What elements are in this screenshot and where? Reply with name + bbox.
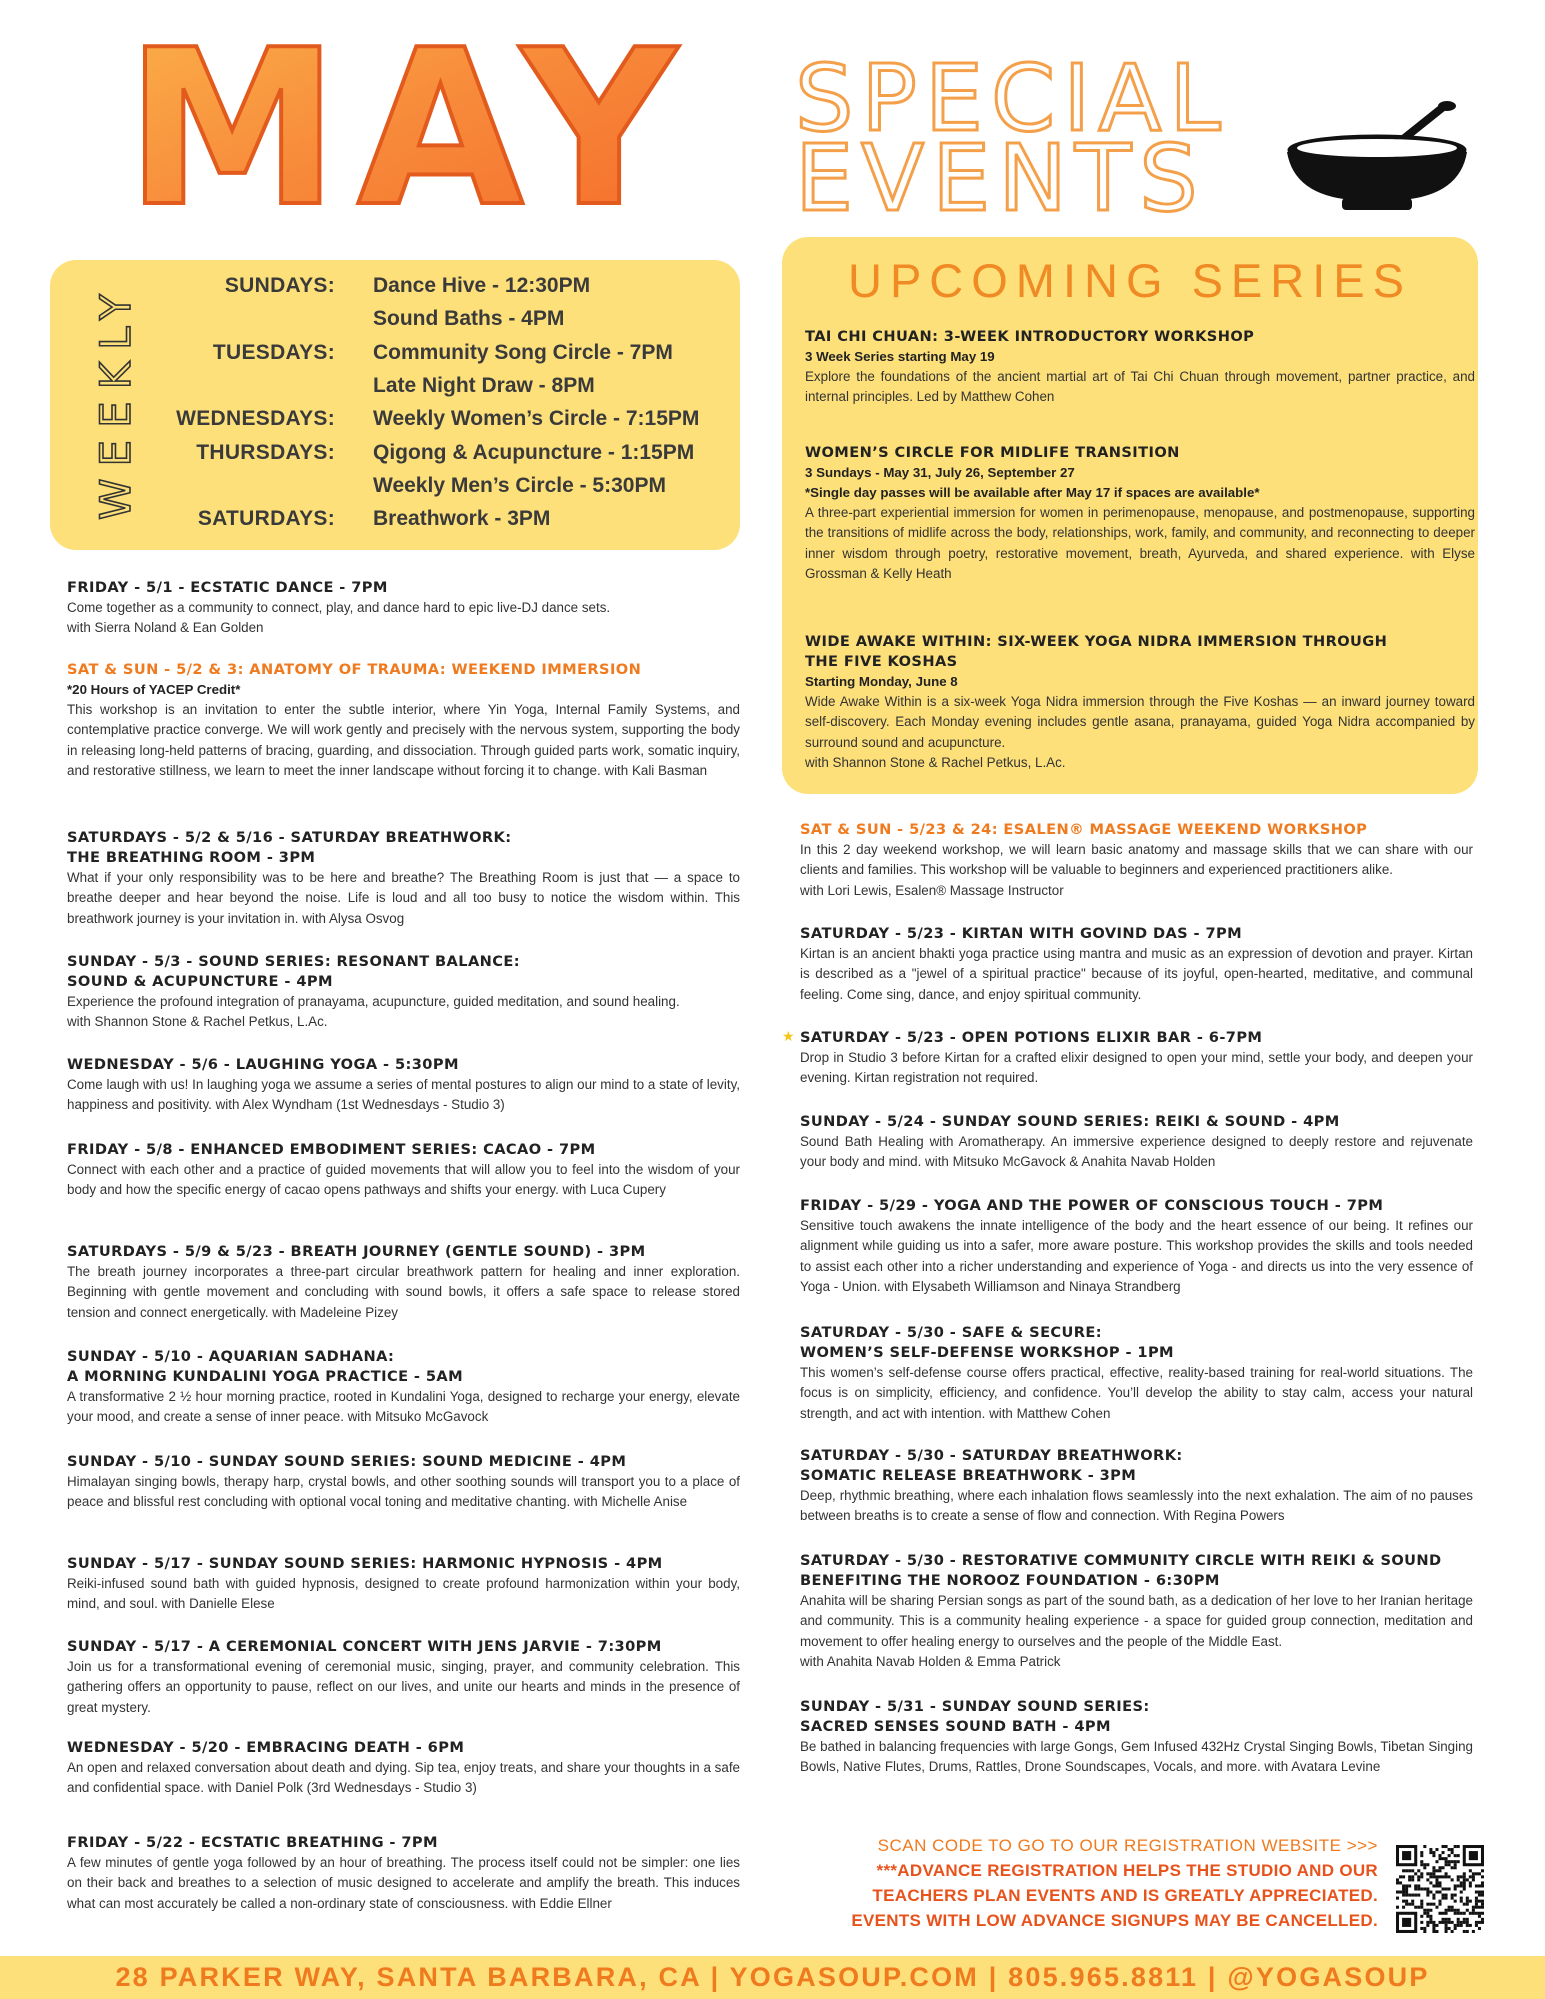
event-title: SATURDAY - 5/23 - OPEN POTIONS ELIXIR BAR - 6-7PM	[800, 1029, 1263, 1046]
weekly-event: Weekly Women’s Circle - 7:15PM	[373, 407, 700, 431]
event-description: This women’s self-defense course offers practical, effective, reality-based training for real-world situations. The focus is on simplicity, efficiency, and confidence. You’ll develop the ability to stay calm, access your natural strength, and act with intention. with Matthew Cohen	[800, 1365, 1473, 1421]
weekly-event: Weekly Men’s Circle - 5:30PM	[373, 473, 666, 497]
event-description: In this 2 day weekend workshop, we will learn basic anatomy and massage skills that we can share with our clients and families. This workshop will be valuable to beginners and experienced practitioners alike.	[800, 842, 1473, 878]
event-description: Reiki-infused sound bath with guided hypnosis, designed to create profound harmonization within your body, mind, and soul. with Danielle Elese	[67, 1576, 740, 1612]
event-item	[67, 1554, 740, 1615]
event-item	[67, 1833, 740, 1914]
event-description: with Sierra Noland & Ean Golden	[67, 620, 264, 636]
may-title	[95, 25, 725, 225]
series-item	[805, 443, 1475, 585]
event-title: BENEFITING THE NOROOZ FOUNDATION - 6:30PM	[800, 1572, 1220, 1589]
event-description: A three-part experiential immersion for women in perimenopause, menopause, and postmenopause, supporting the transitions of midlife across the body, relationships, work, family, and community, and reconnecting to deeper inner wisdom through poetry, restorative movement, breath, Ayurveda, and shared experience. with Elyse Grossman & Kelly Heath	[805, 505, 1475, 582]
weekly-day-label: WEDNESDAYS:	[176, 407, 335, 431]
event-item	[782, 1028, 1473, 1089]
event-title: SAT & SUN - 5/2 & 3: ANATOMY OF TRAUMA: WEEKEND IMMERSION	[67, 661, 642, 678]
event-item	[67, 1055, 740, 1116]
upcoming-series-heading: UPCOMING SERIES	[848, 254, 1412, 307]
event-item	[67, 1452, 740, 1513]
event-item	[67, 1738, 740, 1799]
event-description: Explore the foundations of the ancient martial art of Tai Chi Chuan through movement, partner practice, and internal principles. Led by Matthew Cohen	[805, 369, 1475, 405]
weekly-day-label: TUESDAYS:	[212, 340, 335, 364]
event-title: SUNDAY - 5/17 - SUNDAY SOUND SERIES: HARMONIC HYPNOSIS - 4PM	[67, 1555, 663, 1572]
weekly-day-label: SUNDAYS:	[224, 274, 335, 297]
event-description: Anahita will be sharing Persian songs as part of the sound bath, as a dedication of her love to her Iranian heritage and community. This is a community healing experience - a space for guided group connection, meditation and movement to offer healing energy to ourselves and the people of the Middle East.	[800, 1593, 1473, 1649]
event-title: WEDNESDAY - 5/20 - EMBRACING DEATH - 6PM	[67, 1739, 465, 1756]
weekly-event: Breathwork - 3PM	[373, 507, 551, 531]
event-item	[800, 820, 1473, 901]
weekly-label	[88, 270, 148, 540]
event-description: An open and relaxed conversation about death and dying. Sip tea, enjoy treats, and share your thoughts in a safe and confidential space. with Daniel Polk (3rd Wednesdays - Studio 3)	[67, 1760, 740, 1796]
weekly-event: Dance Hive - 12:30PM	[373, 274, 591, 297]
event-item	[800, 1196, 1473, 1298]
event-title: WOMEN’S SELF-DEFENSE WORKSHOP - 1PM	[800, 1344, 1174, 1361]
event-description: Sensitive touch awakens the innate intelligence of the body and the heart essence of our being. It refines our alignment while guiding us into a safer, more aware posture. This workshop provides the skills and tools needed to assist each other into a richer understanding and experience of Yoga - and directs us into the very essence of Yoga - Union. with Elysabeth Williamson and Ninaya Strandberg	[800, 1218, 1473, 1295]
weekly-day-label: SATURDAYS:	[197, 507, 335, 531]
event-title: WIDE AWAKE WITHIN: SIX-WEEK YOGA NIDRA IMMERSION THROUGH	[805, 633, 1388, 650]
svg-text:MAY: MAY	[125, 25, 695, 225]
event-title: SACRED SENSES SOUND BATH - 4PM	[800, 1718, 1111, 1735]
event-item	[800, 1697, 1473, 1778]
event-item	[67, 1347, 740, 1428]
event-title: SATURDAYS - 5/9 & 5/23 - BREATH JOURNEY (GENTLE SOUND) - 3PM	[67, 1243, 646, 1260]
star-icon: ★	[782, 1028, 795, 1044]
event-description: with Anahita Navab Holden & Emma Patrick	[800, 1654, 1061, 1670]
event-description: Come laugh with us! In laughing yoga we assume a series of mental postures to align our mind to a state of levity, happiness and positivity. with Alex Wyndham (1st Wednesdays - Studio 3)	[67, 1077, 740, 1113]
event-title: WOMEN’S CIRCLE FOR MIDLIFE TRANSITION	[805, 444, 1180, 461]
event-title: SUNDAY - 5/24 - SUNDAY SOUND SERIES: REIKI & SOUND - 4PM	[800, 1113, 1340, 1130]
event-subtitle: 3 Week Series starting May 19	[805, 349, 995, 364]
event-title: SUNDAY - 5/17 - A CEREMONIAL CONCERT WITH JENS JARVIE - 7:30PM	[67, 1638, 662, 1655]
event-item	[67, 1242, 740, 1323]
footer-contact: 28 PARKER WAY, SANTA BARBARA, CA | YOGASOUP.COM | 805.965.8811 | @YOGASOUP	[115, 1962, 1430, 1992]
event-item	[67, 1637, 740, 1718]
event-title: SATURDAY - 5/23 - KIRTAN WITH GOVIND DAS - 7PM	[800, 925, 1243, 942]
event-description: Experience the profound integration of pranayama, acupuncture, guided meditation, and sound healing.	[67, 994, 680, 1009]
event-description: This workshop is an invitation to enter the subtle interior, where Yin Yoga, Internal Family Systems, and contemplative practice converge. We will work gently and precisely with the nervous system, supporting the body in releasing long-held patterns of bracing, guarding, and dissociation. Through guided parts work, somatic inquiry, and restorative stillness, we learn to meet the inner landscape without forcing it to change. with Kali Basman	[67, 702, 740, 779]
event-title: THE FIVE KOSHAS	[805, 653, 958, 670]
event-description: Sound Bath Healing with Aromatherapy. An immersive experience designed to deeply restore and rejuvenate your body and mind. with Mitsuko McGavock & Anahita Navab Holden	[800, 1134, 1473, 1170]
event-item	[67, 1140, 740, 1201]
event-description: A few minutes of gentle yoga followed by an hour of breathing. The process itself could not be simpler: one lies on their back and breathes to a selection of music designed to accelerate and amplify the breath. This induces what can most accurately be called a non-ordinary state of consciousness. with Eddie Ellner	[67, 1855, 740, 1911]
qr-code-icon[interactable]	[1396, 1845, 1484, 1933]
event-item	[800, 924, 1473, 1005]
event-description: Come together as a community to connect, play, and dance hard to epic live-DJ dance sets.	[67, 600, 611, 615]
event-subtitle: 3 Sundays - May 31, July 26, September 27	[805, 465, 1075, 480]
event-title: SUNDAY - 5/10 - AQUARIAN SADHANA:	[67, 1348, 395, 1365]
event-title: TAI CHI CHUAN: 3-WEEK INTRODUCTORY WORKSHOP	[805, 328, 1255, 345]
event-description: with Shannon Stone & Rachel Petkus, L.Ac.	[67, 1014, 328, 1030]
event-title: FRIDAY - 5/22 - ECSTATIC BREATHING - 7PM	[67, 1834, 438, 1851]
event-description: with Lori Lewis, Esalen® Massage Instructor	[800, 882, 1064, 898]
event-description: A transformative 2 ½ hour morning practice, rooted in Kundalini Yoga, designed to recharge your energy, elevate your mood, and create a sense of inner peace. with Mitsuko McGavock	[67, 1389, 740, 1425]
event-item	[67, 660, 740, 782]
event-title: SUNDAY - 5/3 - SOUND SERIES: RESONANT BALANCE:	[67, 953, 520, 970]
event-description: Deep, rhythmic breathing, where each inhalation flows seamlessly into the next exhalation. The aim of no pauses between breaths is to create a sense of flow and connection. With Regina Powers	[800, 1488, 1473, 1524]
event-item	[800, 1112, 1473, 1173]
event-item	[800, 1323, 1473, 1424]
svg-text:EVENTS: EVENTS	[795, 125, 1206, 232]
event-item	[67, 828, 740, 929]
event-description: Himalayan singing bowls, therapy harp, crystal bowls, and other soothing sounds will transport you to a place of peace and blissful rest concluding with optional vocal toning and meditative chanting. with Michelle Anise	[67, 1474, 740, 1510]
weekly-event: Sound Baths - 4PM	[373, 307, 565, 331]
series-item	[805, 632, 1475, 774]
event-item	[800, 1446, 1473, 1527]
event-subtitle: Starting Monday, June 8	[805, 674, 958, 689]
event-description: The breath journey incorporates a three-part circular breathwork pattern for healing and inner exploration. Beginning with gentle movement and concluding with sound bowls, it offers a safe space to release stored tension and connect energetically. with Madeleine Pizey	[67, 1264, 740, 1320]
event-title: SATURDAY - 5/30 - SAFE & SECURE:	[800, 1324, 1103, 1341]
event-item	[67, 578, 740, 639]
advance-registration-text: TEACHERS PLAN EVENTS AND IS GREATLY APPRECIATED.	[872, 1886, 1378, 1905]
event-item	[67, 952, 740, 1033]
event-description: Join us for a transformational evening of ceremonial music, singing, prayer, and community celebration. This gathering offers an opportunity to pause, reflect on our lives, and unite our hearts and minds in the presence of great mystery.	[67, 1659, 740, 1715]
weekly-event: Late Night Draw - 8PM	[373, 373, 595, 397]
event-title: SATURDAY - 5/30 - RESTORATIVE COMMUNITY CIRCLE WITH REIKI & SOUND	[800, 1552, 1442, 1569]
event-description: Wide Awake Within is a six-week Yoga Nidra immersion through the Five Koshas — an inward journey toward self-discovery. Each Monday evening includes gentle asana, pranayama, guided Yoga Nidra accompanied by surround sound and acupuncture.	[805, 694, 1475, 750]
event-description: with Shannon Stone & Rachel Petkus, L.Ac.	[805, 755, 1066, 771]
event-title: SATURDAYS - 5/2 & 5/16 - SATURDAY BREATHWORK:	[67, 829, 512, 846]
soup-bowl-icon	[1282, 100, 1472, 215]
event-title: FRIDAY - 5/1 - ECSTATIC DANCE - 7PM	[67, 579, 388, 596]
advance-registration-text: ***ADVANCE REGISTRATION HELPS THE STUDIO AND OUR	[876, 1861, 1378, 1880]
event-title: SOUND & ACUPUNCTURE - 4PM	[67, 973, 333, 990]
event-title: THE BREATHING ROOM - 3PM	[67, 849, 316, 866]
advance-registration-text: EVENTS WITH LOW ADVANCE SIGNUPS MAY BE CANCELLED.	[851, 1911, 1378, 1930]
event-title: WEDNESDAY - 5/6 - LAUGHING YOGA - 5:30PM	[67, 1056, 459, 1073]
scan-code-text[interactable]: SCAN CODE TO GO TO OUR REGISTRATION WEBSITE >>>	[877, 1836, 1378, 1855]
svg-text:SPECIAL: SPECIAL	[795, 45, 1229, 152]
event-item	[800, 1551, 1473, 1673]
event-title: FRIDAY - 5/29 - YOGA AND THE POWER OF CONSCIOUS TOUCH - 7PM	[800, 1197, 1384, 1214]
weekly-event: Community Song Circle - 7PM	[373, 340, 673, 364]
event-subtitle: *Single day passes will be available after May 17 if spaces are available*	[805, 485, 1260, 500]
event-description: Be bathed in balancing frequencies with large Gongs, Gem Infused 432Hz Crystal Singing Bowls, Tibetan Singing Bowls, Native Flutes, Drums, Rattles, Drone Soundscapes, Vocals, and more. with Avatara Levine	[800, 1739, 1473, 1775]
event-title: SATURDAY - 5/30 - SATURDAY BREATHWORK:	[800, 1447, 1183, 1464]
event-subtitle: *20 Hours of YACEP Credit*	[67, 682, 241, 697]
event-title: A MORNING KUNDALINI YOGA PRACTICE - 5AM	[67, 1368, 464, 1385]
event-title: SAT & SUN - 5/23 & 24: ESALEN® MASSAGE WEEKEND WORKSHOP	[800, 821, 1368, 838]
registration-note	[780, 1833, 1378, 1933]
event-description: Drop in Studio 3 before Kirtan for a crafted elixir designed to open your mind, settle your body, and deepen your evening. Kirtan registration not required.	[800, 1050, 1473, 1086]
event-description: What if your only responsibility was to be here and breathe? The Breathing Room is just that — a space to breathe deeper and hear beyond the noise. Life is loud and all too busy to notice the wisdom within. This breathwork journey is your invitation in. with Alysa Osvog	[67, 870, 740, 926]
event-title: SOMATIC RELEASE BREATHWORK - 3PM	[800, 1467, 1137, 1484]
svg-text:WEEKLY: WEEKLY	[91, 282, 140, 520]
event-description: Kirtan is an ancient bhakti yoga practice using mantra and music as an expression of devotion and prayer. Kirtan is described as a "jewel of a spiritual practice" because of its joyful, open-hearted, meditative, and communal feeling. Come sing, dance, and enjoy spiritual community.	[800, 946, 1473, 1002]
event-description: Connect with each other and a practice of guided movements that will allow you to feel into the wisdom of your body and how the specific energy of cacao opens pathways and shifts your energy. with Luca Cupery	[67, 1162, 740, 1198]
event-title: SUNDAY - 5/31 - SUNDAY SOUND SERIES:	[800, 1698, 1150, 1715]
weekly-event: Qigong & Acupuncture - 1:15PM	[373, 440, 695, 464]
weekly-day-label: THURSDAYS:	[196, 440, 335, 464]
series-item	[805, 327, 1475, 408]
event-title: SUNDAY - 5/10 - SUNDAY SOUND SERIES: SOUND MEDICINE - 4PM	[67, 1453, 627, 1470]
event-title: FRIDAY - 5/8 - ENHANCED EMBODIMENT SERIES: CACAO - 7PM	[67, 1141, 596, 1158]
